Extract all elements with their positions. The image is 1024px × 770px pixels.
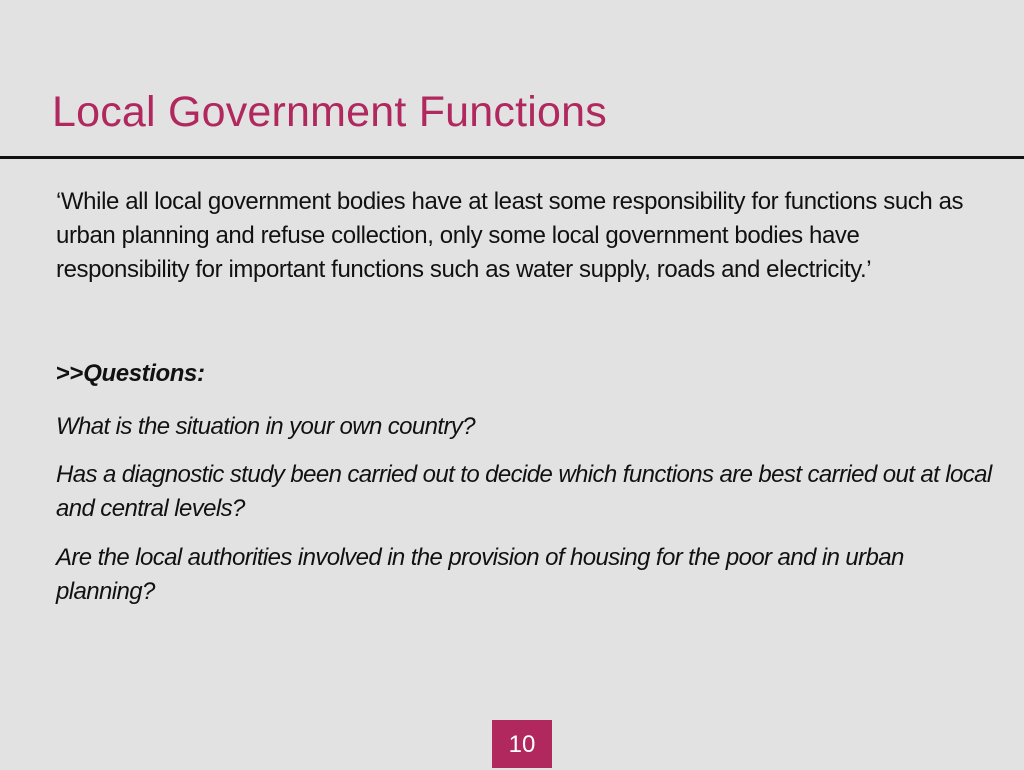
title-divider (0, 156, 1024, 159)
page-number-badge: 10 (492, 720, 552, 768)
quote-text: ‘While all local government bodies have at least some responsibility for functions such as urban planning and refuse collection, only some local government bodies have responsibility for important functions such as water supply, roads and electricity.’ (56, 188, 964, 283)
question-item: What is the situation in your own country? (56, 413, 476, 440)
questions-label: Questions: (83, 360, 205, 387)
questions-heading (56, 357, 205, 391)
slide-title: Local Government Functions (52, 88, 607, 136)
question-item: Are the local authorities involved in the provision of housing for the poor and in urban planning? (56, 544, 904, 605)
questions-prefix: >> (56, 360, 84, 387)
question-item: Has a diagnostic study been carried out to decide which functions are best carried out at local and central levels? (56, 461, 992, 522)
